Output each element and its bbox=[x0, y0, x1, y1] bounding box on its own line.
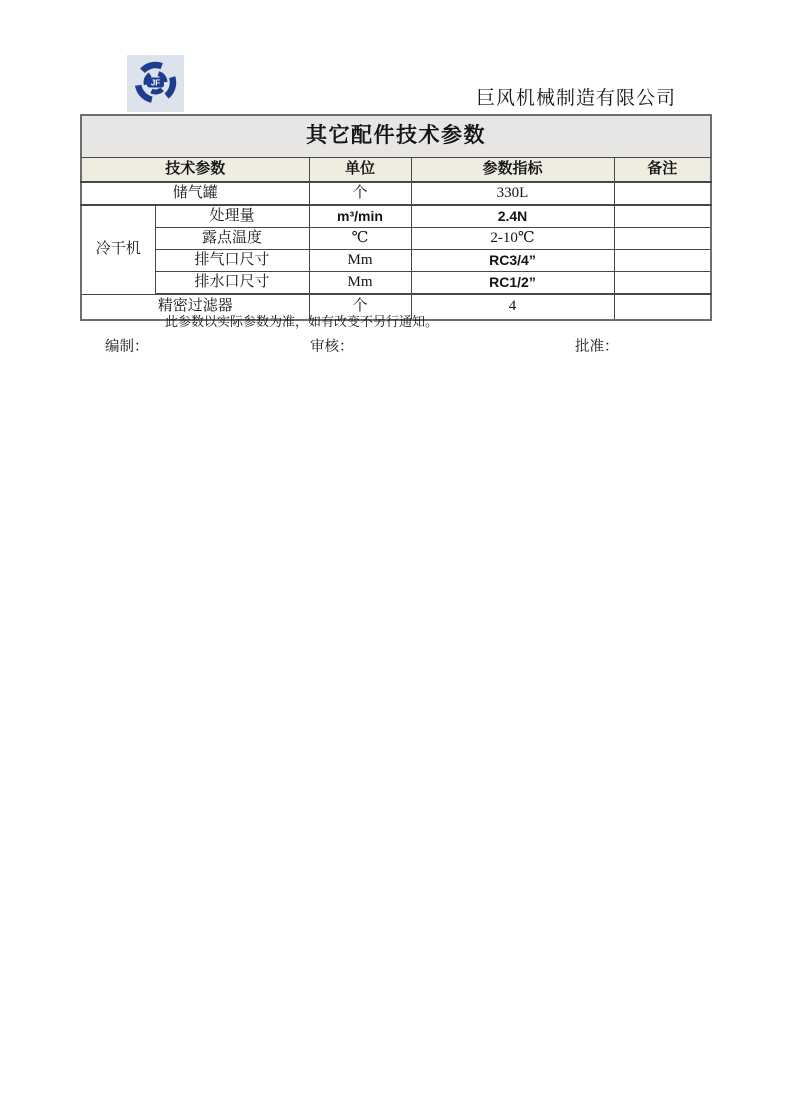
company-name: 巨风机械制造有限公司 bbox=[475, 88, 676, 109]
remark-cell bbox=[614, 272, 711, 295]
header-remark: 备注 bbox=[614, 158, 711, 183]
param-name-cell: 排水口尺寸 bbox=[155, 272, 309, 295]
param-name-cell: 露点温度 bbox=[155, 228, 309, 250]
table-title-row bbox=[81, 115, 711, 158]
unit-cell: 个 bbox=[309, 294, 411, 320]
table-row bbox=[81, 205, 711, 228]
value-cell: 2-10℃ bbox=[411, 228, 614, 250]
remark-cell bbox=[614, 250, 711, 272]
remark-cell bbox=[614, 228, 711, 250]
unit-cell: Mm bbox=[309, 250, 411, 272]
header-value: 参数指标 bbox=[411, 158, 614, 183]
company-logo bbox=[127, 55, 184, 112]
param-name-cell: 储气罐 bbox=[81, 182, 309, 205]
disclaimer-note: 此参数以实际参数为准，如有改变不另行通知。 bbox=[165, 314, 439, 329]
table-row bbox=[81, 228, 711, 250]
value-cell: RC1/2” bbox=[411, 272, 614, 295]
param-group-cell: 冷干机 bbox=[81, 205, 155, 294]
unit-cell: Mm bbox=[309, 272, 411, 295]
table-row bbox=[81, 182, 711, 205]
header-param: 技术参数 bbox=[81, 158, 309, 183]
value-cell: 4 bbox=[411, 294, 614, 320]
header-unit: 单位 bbox=[309, 158, 411, 183]
param-name-cell: 排气口尺寸 bbox=[155, 250, 309, 272]
reviewed-by-label: 审核： bbox=[310, 339, 354, 355]
table-row bbox=[81, 250, 711, 272]
prepared-by-label: 编制： bbox=[105, 339, 149, 355]
value-cell: 2.4N bbox=[411, 205, 614, 228]
table-header-row bbox=[81, 158, 711, 183]
jf-swirl-logo-icon bbox=[127, 55, 184, 112]
unit-cell: 个 bbox=[309, 182, 411, 205]
param-name-cell: 处理量 bbox=[155, 205, 309, 228]
table-title: 其它配件技术参数 bbox=[81, 115, 711, 158]
unit-cell: ℃ bbox=[309, 228, 411, 250]
spec-table bbox=[80, 114, 712, 321]
unit-cell: m³/min bbox=[309, 205, 411, 228]
value-cell: RC3/4” bbox=[411, 250, 614, 272]
remark-cell bbox=[614, 294, 711, 320]
remark-cell bbox=[614, 205, 711, 228]
remark-cell bbox=[614, 182, 711, 205]
table-row bbox=[81, 272, 711, 295]
approved-by-label: 批准： bbox=[575, 339, 619, 355]
value-cell: 330L bbox=[411, 182, 614, 205]
logo-monogram: JF bbox=[150, 78, 161, 88]
param-name-cell: 精密过滤器 bbox=[81, 294, 309, 320]
